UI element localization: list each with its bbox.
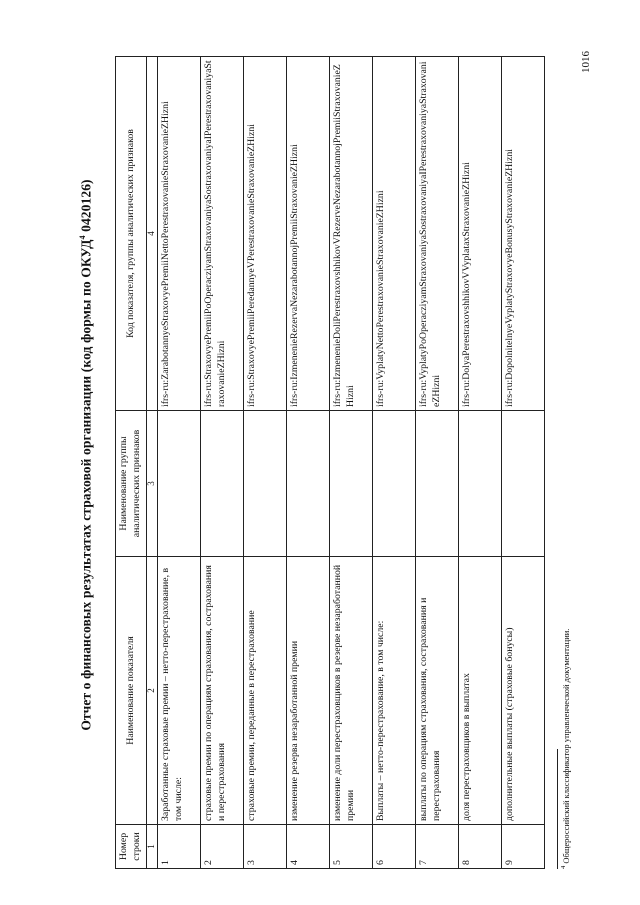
indicator-name-cell: дополнительные выплаты (страховые бонусы) [502, 557, 545, 825]
group-name-cell [502, 411, 545, 557]
indicator-code-cell: ifrs-ru:DopolnitelnyeVyplatyStraxovyeBonusyStraxovanieZHizni [502, 57, 545, 411]
column-number: 4 [147, 57, 158, 411]
indicator-name-cell: изменение доли перестраховщиков в резерве незаработанной премии [330, 557, 373, 825]
row-number-cell: 8 [459, 825, 502, 869]
page-number: 1016 [580, 51, 592, 73]
row-number-cell: 1 [158, 825, 201, 869]
indicator-name-cell: доля перестраховщиков в выплатах [459, 557, 502, 825]
row-number-cell: 3 [244, 825, 287, 869]
table-row [502, 57, 545, 869]
indicator-code-cell: ifrs-ru:IzmenenieRezervaNezarabotannojPremiiStraxovanieZHizni [287, 57, 330, 411]
header-row-number: Номер строки [116, 825, 147, 869]
indicator-name-cell: страховые премии, переданные в перестрахование [244, 557, 287, 825]
row-number-cell: 5 [330, 825, 373, 869]
table-row [416, 57, 459, 869]
footnote-mark: 4 [560, 865, 567, 869]
row-number-cell: 4 [287, 825, 330, 869]
indicator-name-cell: изменение резерва незаработанной премии [287, 557, 330, 825]
header-row [116, 57, 147, 869]
indicator-code-cell: ifrs-ru:ZarabotannyeStraxovyePremiiNettoPerestraxovanieStraxovanieZHizni [158, 57, 201, 411]
row-number-cell: 2 [201, 825, 244, 869]
header-group-name: Наименование группы аналитических признаков [116, 411, 147, 557]
footnote [560, 629, 571, 869]
group-name-cell [244, 411, 287, 557]
table-row [459, 57, 502, 869]
column-number-row [147, 57, 158, 869]
indicator-name-cell: Заработанные страховые премии – нетто-перестрахование, в том числе: [158, 557, 201, 825]
table-row [201, 57, 244, 869]
row-number-cell: 7 [416, 825, 459, 869]
group-name-cell [373, 411, 416, 557]
group-name-cell [287, 411, 330, 557]
indicator-name-cell: выплаты по операциям страхования, сострахования и перестрахования [416, 557, 459, 825]
group-name-cell [158, 411, 201, 557]
footnote-ref: 4 [78, 235, 87, 240]
indicator-code-cell: ifrs-ru:VyplatyPoOperacziyamStraxovaniyaSostraxovaniyaIPerestraxovaniyaStraxovanieZHizni [416, 57, 459, 411]
report-title-text: Отчет о финансовых результатах страховой организации (код формы по ОКУД [78, 239, 94, 731]
table-row [244, 57, 287, 869]
header-indicator-name: Наименование показателя [116, 557, 147, 825]
indicator-code-cell: ifrs-ru:DolyaPerestraxovshhikovVVyplataxStraxovanieZHizni [459, 57, 502, 411]
group-name-cell [330, 411, 373, 557]
table-row [287, 57, 330, 869]
indicator-code-cell: ifrs-ru:StraxovyePremiiPeredannyeVPerestraxovanieStraxovanieZHizni [244, 57, 287, 411]
report-title-suffix: 0420126) [78, 179, 94, 236]
header-indicator-code: Код показателя, группы аналитических признаков [116, 57, 147, 411]
table-row [330, 57, 373, 869]
column-number: 3 [147, 411, 158, 557]
footnote-text: Общероссийский классификатор управленческой документации. [560, 628, 571, 866]
report-table [115, 56, 545, 869]
indicator-code-cell: ifrs-ru:IzmenenieDoliPerestraxovshhikovVRezerveNezarabotannojPremiiStraxovanieZHizni [330, 57, 373, 411]
table-row [373, 57, 416, 869]
row-number-cell: 9 [502, 825, 545, 869]
indicator-name-cell: Выплаты – нетто-перестрахование, в том числе: [373, 557, 416, 825]
report-title [78, 65, 95, 845]
column-number: 1 [147, 825, 158, 869]
group-name-cell [459, 411, 502, 557]
indicator-code-cell: ifrs-ru:StraxovyePremiiPoOperacziyamStraxovaniyaSostraxovaniyaIPerestraxovaniyaStraxovanieZHizni [201, 57, 244, 411]
indicator-code-cell: ifrs-ru:VyplatyNettoPerestraxovanieStraxovanieZHizni [373, 57, 416, 411]
row-number-cell: 6 [373, 825, 416, 869]
table-row [158, 57, 201, 869]
footnote-divider [557, 749, 558, 869]
indicator-name-cell: страховые премии по операциям страхования, сострахования и перестрахования [201, 557, 244, 825]
group-name-cell [201, 411, 244, 557]
group-name-cell [416, 411, 459, 557]
column-number: 2 [147, 557, 158, 825]
